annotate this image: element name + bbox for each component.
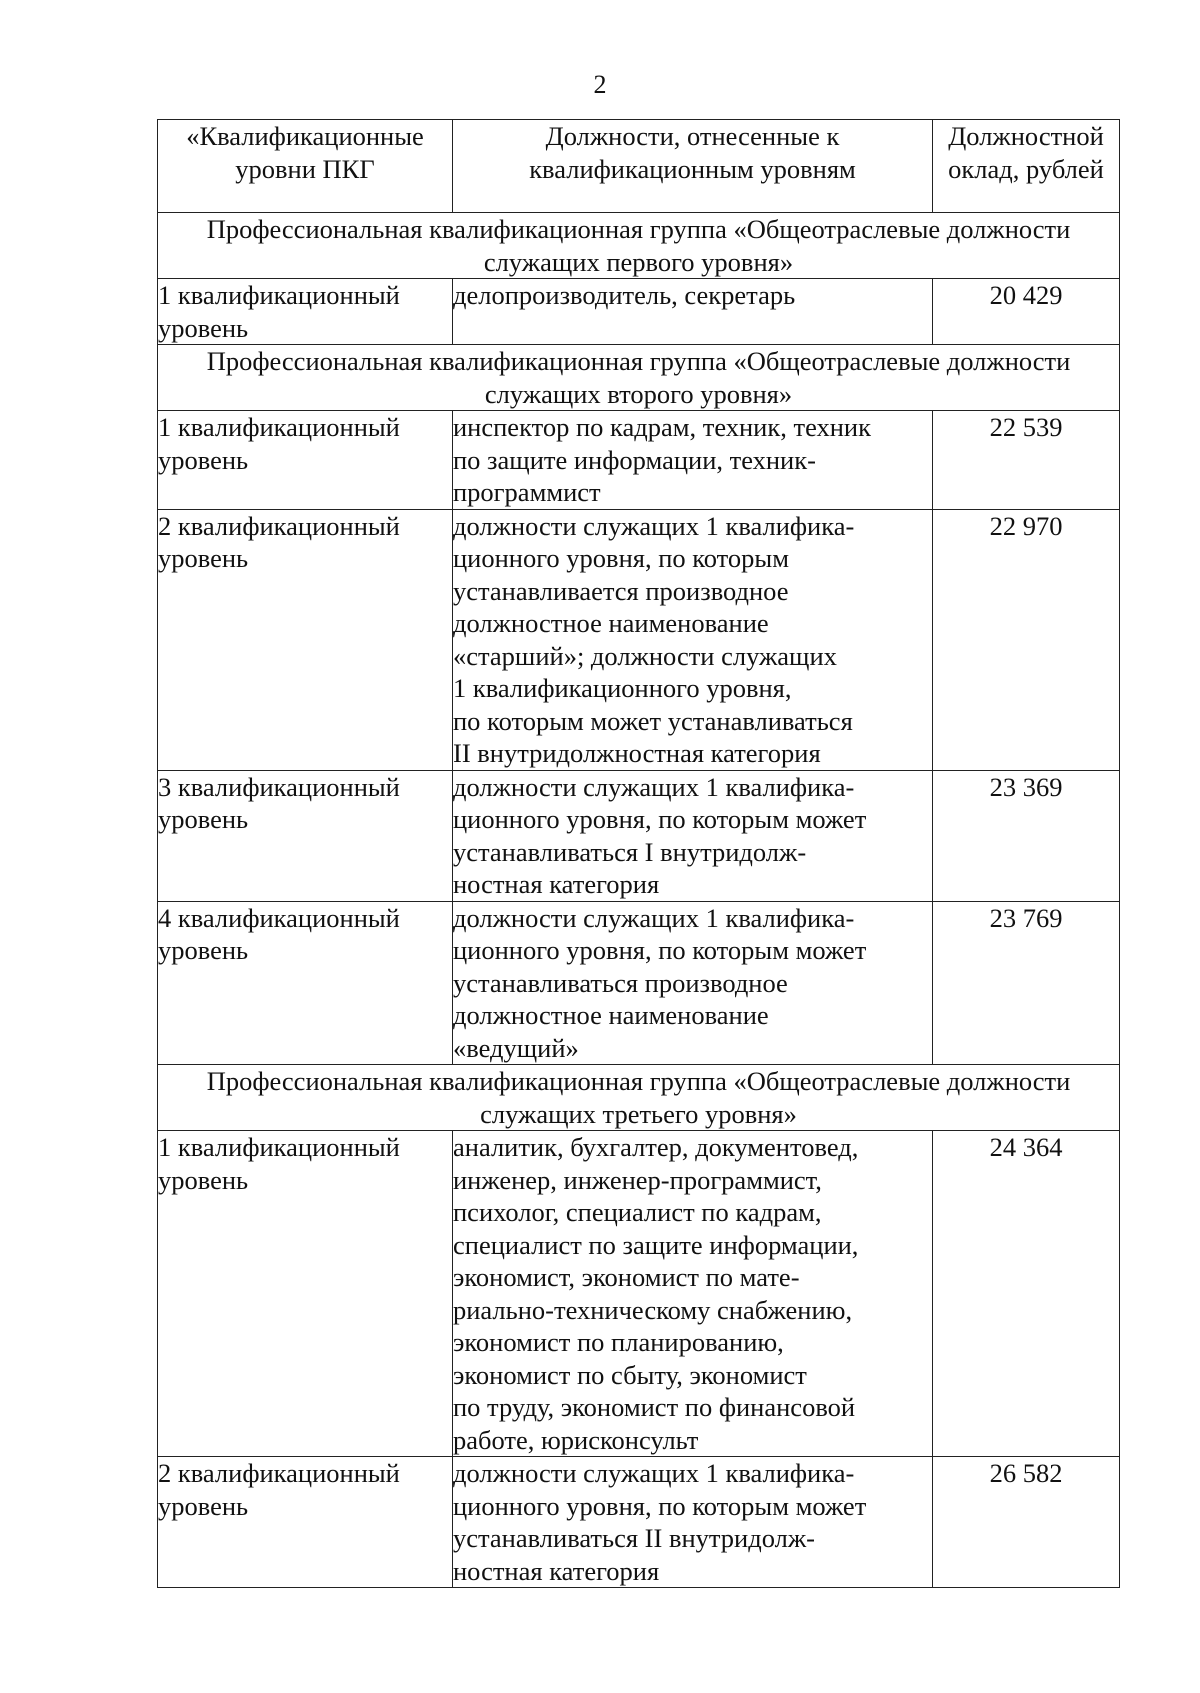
- table-row: [158, 1457, 1120, 1588]
- group-title-row: [158, 213, 1120, 279]
- header-positions: Должности, отнесенные к квалификационным уровням: [453, 120, 933, 213]
- positions-list: должности служащих 1 квалифика- ционного уровня, по которым может устанавливаться I внутридолж- ностная категория: [453, 770, 933, 901]
- qualification-level: 4 квалификационный уровень: [158, 901, 453, 1065]
- table-row: [158, 770, 1120, 901]
- table-row: [158, 411, 1120, 510]
- salary-value: 20 429: [933, 279, 1120, 345]
- salary-value: 24 364: [933, 1131, 1120, 1457]
- salary-value: 22 539: [933, 411, 1120, 510]
- group-title: Профессиональная квалификационная группа «Общеотраслевые должности служащих второго уровня»: [158, 345, 1120, 411]
- salary-value: 26 582: [933, 1457, 1120, 1588]
- group-title: Профессиональная квалификационная группа «Общеотраслевые должности служащих третьего уровня»: [158, 1065, 1120, 1131]
- qualification-level: 2 квалификационный уровень: [158, 1457, 453, 1588]
- positions-list: делопроизводитель, секретарь: [453, 279, 933, 345]
- group-title-row: [158, 345, 1120, 411]
- qualification-level: 2 квалификационный уровень: [158, 509, 453, 770]
- salary-value: 23 769: [933, 901, 1120, 1065]
- table-header-row: [158, 120, 1120, 213]
- positions-list: должности служащих 1 квалифика- ционного уровня, по которым устанавливается производное должностное наименование «старший»; должности служащих 1 квалификационного уровня, по которым может устанавливаться II внутридолжностная категория: [453, 509, 933, 770]
- positions-list: инспектор по кадрам, техник, техник по защите информации, техник- программист: [453, 411, 933, 510]
- header-salary: Должностной оклад, рублей: [933, 120, 1120, 213]
- salary-value: 22 970: [933, 509, 1120, 770]
- group-title-row: [158, 1065, 1120, 1131]
- table-row: [158, 1131, 1120, 1457]
- table-row: [158, 279, 1120, 345]
- qualification-level: 1 квалификационный уровень: [158, 411, 453, 510]
- group-title: Профессиональная квалификационная группа «Общеотраслевые должности служащих первого уровня»: [158, 213, 1120, 279]
- table-row: [158, 509, 1120, 770]
- positions-list: должности служащих 1 квалифика- ционного уровня, по которым может устанавливаться производное должностное наименование «ведущий»: [453, 901, 933, 1065]
- header-qualification-levels: «Квалификационные уровни ПКГ: [158, 120, 453, 213]
- page-number: 2: [593, 70, 607, 99]
- salary-value: 23 369: [933, 770, 1120, 901]
- positions-list: должности служащих 1 квалифика- ционного уровня, по которым может устанавливаться II внутридолж- ностная категория: [453, 1457, 933, 1588]
- table-row: [158, 901, 1120, 1065]
- qualification-level: 1 квалификационный уровень: [158, 279, 453, 345]
- salary-table: [157, 119, 1120, 1588]
- qualification-level: 1 квалификационный уровень: [158, 1131, 453, 1457]
- qualification-level: 3 квалификационный уровень: [158, 770, 453, 901]
- positions-list: аналитик, бухгалтер, документовед, инженер, инженер-программист, психолог, специалист по кадрам, специалист по защите информации, экономист, экономист по мате- риально-техническому снабжению, экономист по планированию, экономист по сбыту, экономист по труду, экономист по финансовой работе, юрисконсульт: [453, 1131, 933, 1457]
